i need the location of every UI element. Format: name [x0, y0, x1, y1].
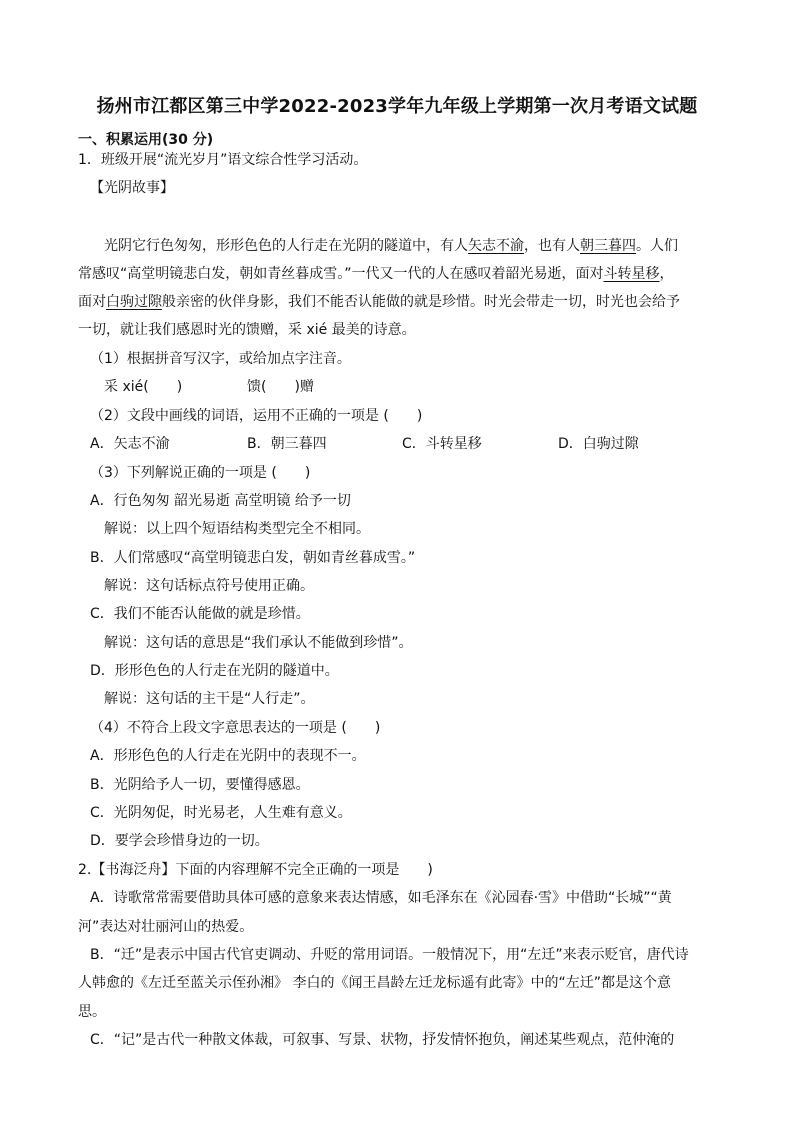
- option-c: C．斗转星移: [402, 436, 482, 452]
- passage-line: 一切，就让我们感恩时光的馈赠，采 xié 最美的诗意。: [78, 322, 416, 338]
- option-b: B．人们常感叹“高堂明镜悲白发，朝如青丝暮成雪。”: [90, 550, 416, 566]
- option-a: A．形形色色的人行走在光阴中的表现不一。: [90, 748, 366, 764]
- option-explanation: 解说：这句话标点符号使用正确。: [104, 578, 314, 594]
- option-d: D．形形色色的人行走在光阴的隧道中。: [90, 663, 339, 679]
- underlined-phrase: 矢志不渝: [468, 238, 524, 254]
- option-b-continued: 思。: [78, 1004, 106, 1020]
- option-a: A．矢志不渝: [90, 436, 170, 452]
- answer-blank: 馈( )赠: [247, 379, 314, 395]
- option-a-continued: 河”表达对壮丽河山的热爱。: [78, 919, 254, 935]
- option-b: B．朝三暮四: [247, 436, 327, 452]
- option-b-continued: 人韩愈的《左迁至蓝关示侄孙湘》 李白的《闻王昌龄左迁龙标遥有此寄》中的“左迁”都是这个意: [78, 975, 671, 991]
- underlined-phrase: 白驹过隙: [106, 294, 162, 310]
- passage-line: 面对白驹过隙般亲密的伙伴身影，我们不能否认能做的就是珍惜。时光会带走一切，时光也会给予: [78, 294, 680, 310]
- underlined-phrase: 斗转星移: [603, 266, 660, 282]
- page-title: 扬州市江都区第三中学2022-2023学年九年级上学期第一次月考语文试题: [96, 96, 698, 117]
- question-2-stem: 2.【书海泛舟】下面的内容理解不完全正确的一项是 ): [78, 862, 433, 878]
- option-c: C．光阴匆促，时光易老，人生难有意义。: [90, 805, 352, 821]
- passage-line: 常感叹“高堂明镜悲白发，朝如青丝暮成雪。”一代又一代的人在感叹着韶光易逝，面对斗转星移，: [78, 266, 674, 282]
- sub-question-2: （2）文段中画线的词语，运用不正确的一项是 ( ): [90, 408, 423, 424]
- sub-question-3: （3）下列解说正确的一项是 ( ): [90, 465, 311, 481]
- option-explanation: 解说：这句话的主干是“人行走”。: [104, 691, 315, 707]
- option-a: A．诗歌常常需要借助具体可感的意象来表达情感，如毛泽东在《沁园春·雪》中借助“长城”“黄: [90, 890, 672, 906]
- passage-line: 光阴它行色匆匆，形形色色的人行走在光阴的隧道中，有人矢志不渝，也有人朝三暮四。人们: [104, 238, 678, 254]
- option-explanation: 解说：这句话的意思是“我们承认不能做到珍惜”。: [104, 635, 413, 651]
- sub-question-4: （4）不符合上段文字意思表达的一项是 ( ): [90, 720, 381, 736]
- section-heading: 一、积累运用(30 分): [78, 132, 214, 148]
- option-b: B．“迁”是表示中国古代官吏调动、升贬的常用词语。一般情况下，用“左迁”来表示贬官，唐代诗: [90, 947, 689, 963]
- story-heading: 【光阴故事】: [90, 180, 174, 196]
- option-a: A．行色匆匆 韶光易逝 高堂明镜 给予一切: [90, 493, 351, 509]
- underlined-phrase: 朝三暮四: [580, 238, 636, 254]
- option-c: C．“记”是古代一种散文体裁，可叙事、写景、状物，抒发情怀抱负，阐述某些观点，范仲淹的: [90, 1032, 675, 1048]
- sub-question-1: （1）根据拼音写汉字，或给加点字注音。: [90, 351, 351, 367]
- option-d: D．要学会珍惜身边的一切。: [90, 833, 269, 849]
- question-1-stem: 1．班级开展“流光岁月”语文综合性学习活动。: [78, 152, 368, 168]
- option-d: D．白驹过隙: [558, 436, 639, 452]
- option-b: B．光阴给予人一切，要懂得感恩。: [90, 777, 310, 793]
- option-c: C．我们不能否认能做的就是珍惜。: [90, 606, 310, 622]
- option-explanation: 解说：以上四个短语结构类型完全不相同。: [104, 521, 370, 537]
- answer-blank: 采 xié( ): [104, 379, 183, 395]
